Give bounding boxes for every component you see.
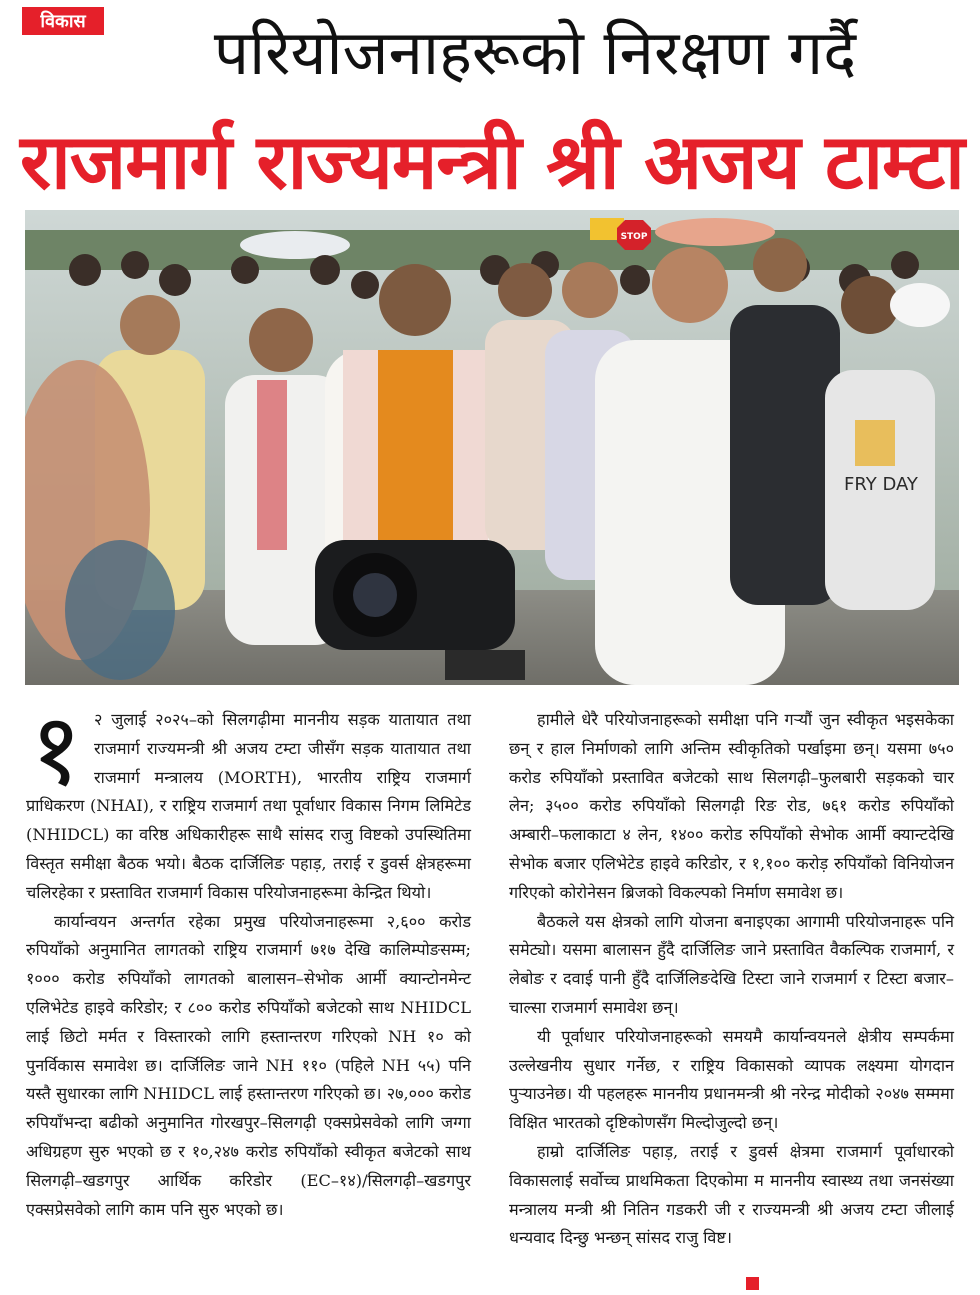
headline-line-2: राजमार्ग राज्यमन्त्री श्री अजय टाम्टा	[20, 117, 964, 206]
article-end-mark	[746, 1277, 759, 1290]
paragraph: कार्यान्वयन अन्तर्गत रहेका प्रमुख परियोजनाहरूमा २,६०० करोड रुपियाँको अनुमानित लागतको राष्ट्रिय राजमार्ग ७१७ देखि कालिम्पोङसम्म; १००० करोड रुपियाँको लागतको बालासन–सेभोक आर्मी क्यान्टोनमेन्ट एलिभेटेड हाइवे करिडोर; र ८०० करोड रुपियाँको बजेटको साथ NHIDCL लाई छिटो मर्मत र विस्तारको लागि हस्तान्तरण गरिएको NH १० को पुनर्विकास समावेश छ। दार्जिलिङ जाने NH ११० (पहिले NH ५५) पनि यस्तै सुधारका लागि NHIDCL लाई हस्तान्तरण गरिएको छ। २७,००० करोड रुपियाँभन्दा बढीको अनुमानित गोरखपुर–सिलगढ़ी एक्सप्रेसवेको लागि जग्गा अधिग्रहण सुरु भएको छ र १०,२४७ करोड रुपियाँको स्वीकृत बजेटको साथ सिलगढ़ी–खडगपुर आर्थिक करिडोर (EC–१४)/सिलगढ़ी–खडगपुर एक्सप्रेसवेको लागि काम पनि सुरु भएको छ।	[26, 911, 471, 1219]
paragraph: २ जुलाई २०२५–को सिलगढ़ीमा माननीय सड़क यातायात तथा राजमार्ग राज्यमन्त्री श्री अजय टम्टा जीसँग सड़क यातायात तथा राजमार्ग मन्त्रालय (MORTH), भारतीय राष्ट्रिय राजमार्ग प्राधिकरण (NHAI), र राष्ट्रिय राजमार्ग तथा पूर्वाधार विकास निगम लिमिटेड (NHIDCL) का वरिष्ठ अधिकारीहरू साथै सांसद राजु विष्टको उपस्थितिमा विस्तृत समीक्षा बैठक भयो। बैठक दार्जिलिङ पहाड़, तराई र डुवर्स क्षेत्रहरूमा चलिरहेका र प्रस्तावित राजमार्ग विकास परियोजनाहरूमा केन्द्रित थियो।	[26, 710, 471, 902]
paragraph: हामीले धेरै परियोजनाहरूको समीक्षा पनि गर्‍यौं जुन स्वीकृत भइसकेका छन् र हाल निर्माणको लागि अन्तिम स्वीकृतिको पर्खाइमा छन्। यसमा ७५० करोड रुपियाँको प्रस्तावित बजेटको साथ सिलगढ़ी–फुलबारी सड़कको चार लेन; ३५०० करोड रुपियाँको सिलगढ़ी रिङ रोड, ७६१ करोड रुपियाँको अम्बारी–फलाकाटा ४ लेन, १४०० करोड रुपियाँको सेभोक आर्मी क्यान्टदेखि सेभोक बजार एलिभेटेड हाइवे करिडोर, र १,१०० करोड़ रुपियाँको विनियोजन गरिएको कोरोनेसन ब्रिजको विकल्पको निर्माण समावेश छ।	[509, 710, 954, 902]
dropcap: १	[30, 691, 82, 808]
paragraph: हाम्रो दार्जिलिङ पहाड़, तराई र डुवर्स क्षेत्रमा राजमार्ग पूर्वाधारको विकासलाई सर्वोच्च प्राथमिकता दिएकोमा म माननीय स्वास्थ्य तथा जनसंख्या मन्त्रालय मन्त्री श्री नितिन गडकरी जी र राज्यमन्त्री श्री अजय टम्टा जीलाई धन्यवाद दिन्छु भन्छन् सांसद राजु विष्ट।	[509, 1141, 954, 1248]
stop-sign-label: STOP	[620, 232, 648, 242]
paragraph: बैठकले यस क्षेत्रको लागि योजना बनाइएका आगामी परियोजनाहरू पनि समेट्यो। यसमा बालासन हुँदै दार्जिलिङ जाने प्रस्तावित वैकल्पिक राजमार्ग, र लेबोङ र दवाई पानी हुँदै दार्जिलिङदेखि टिस्टा जाने राजमार्ग र टिस्टा बजार–चाल्सा राजमार्ग समावेश छन्।	[509, 911, 954, 1017]
section-tag: विकास	[22, 7, 104, 35]
article-column-right	[509, 706, 954, 1253]
article-column-left	[26, 691, 471, 1224]
tshirt-text: FRY DAY	[844, 474, 918, 495]
headline-line-1: परियोजनाहरूको निरक्षण गर्दै	[213, 16, 857, 89]
photo-illustration	[25, 210, 959, 685]
paragraph: यी पूर्वाधार परियोजनाहरूको समयमै कार्यान्वयनले क्षेत्रीय सम्पर्कमा उल्लेखनीय सुधार गर्नेछ, र राष्ट्रिय विकासको व्यापक लक्ष्यमा योगदान पुर्‍याउनेछ। यी पहलहरू माननीय प्रधानमन्त्री श्री नरेन्द्र मोदीको २०४७ सम्ममा विक्षित भारतको दृष्टिकोणसँग मिल्दोजुल्दो छन्।	[509, 1026, 954, 1133]
news-photo	[25, 210, 959, 685]
